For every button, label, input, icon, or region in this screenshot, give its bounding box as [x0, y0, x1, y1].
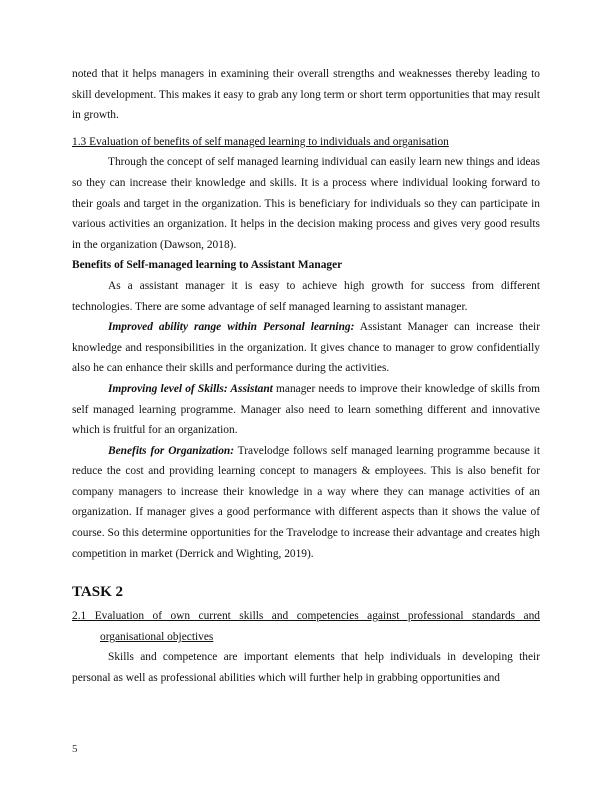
benefit-item-personal-learning — [72, 317, 540, 379]
benefit-item-label: Improved ability range within Personal learning: — [108, 321, 355, 334]
benefit-item-label: Improving level of Skills: Assistant — [108, 382, 273, 395]
benefits-intro-paragraph: As a assistant manager it is easy to achieve high growth for success from different technologies. There are some advantage of self managed learning to assistant manager. — [72, 279, 540, 313]
section-heading-2-1: 2.1 Evaluation of own current skills and competencies against professional standards and organisational objectives — [72, 610, 540, 643]
benefit-item-text: Assistant Manager can increase their knowledge and responsibilities in the organization. It gives chance to manager to grow confidentially also he can enhance their skills and performance during the activities. — [72, 321, 540, 375]
section-1-3-paragraph: Through the concept of self managed learning individual can easily learn new things and ideas so they can increase their knowledge and skills. It is a process where individual looking forward to their goals and target in the organization. This is beneficiary for individuals so they can participate in various activities an organization. It helps in the decision making process and gives very good results in the organization (Dawson, 2018). — [72, 156, 540, 251]
benefit-item-label: Benefits for Organization: — [108, 444, 235, 457]
section-heading-1-3: 1.3 Evaluation of benefits of self managed learning to individuals and organisation — [72, 135, 449, 148]
task-2-heading: TASK 2 — [72, 584, 123, 601]
benefit-item-text: Travelodge follows self managed learning programme because it reduce the cost and providing learning concept to managers & employees. This is also benefit for company managers to increase their knowledge in a way where they can manage activities of an organization. If manager gives a good performance with different aspects than it shows the value of course. So this determine opportunities for the Travelodge to increase their advantage and creates high competition in market (Derrick and Wighting, 2019). — [72, 444, 540, 560]
document-body — [72, 64, 540, 689]
continuation-paragraph: noted that it helps managers in examining their overall strengths and weaknesses thereby leading to skill development. This makes it easy to grab any long term or short term opportunities that may result in growth. — [72, 68, 540, 122]
benefit-item-text: manager needs to improve their knowledge of skills from self managed learning programme. Manager also need to learn something different and innovative which is fruitful for an organization. — [72, 382, 540, 437]
benefit-item-organization — [72, 441, 540, 565]
section-2-1-paragraph: Skills and competence are important elements that help individuals in developing their personal as well as professional abilities which will further help in grabbing opportunities and — [72, 651, 540, 685]
benefits-heading: Benefits of Self-managed learning to Assistant Manager — [72, 259, 343, 272]
benefit-item-skills — [72, 379, 540, 441]
page-number: 5 — [72, 743, 78, 755]
